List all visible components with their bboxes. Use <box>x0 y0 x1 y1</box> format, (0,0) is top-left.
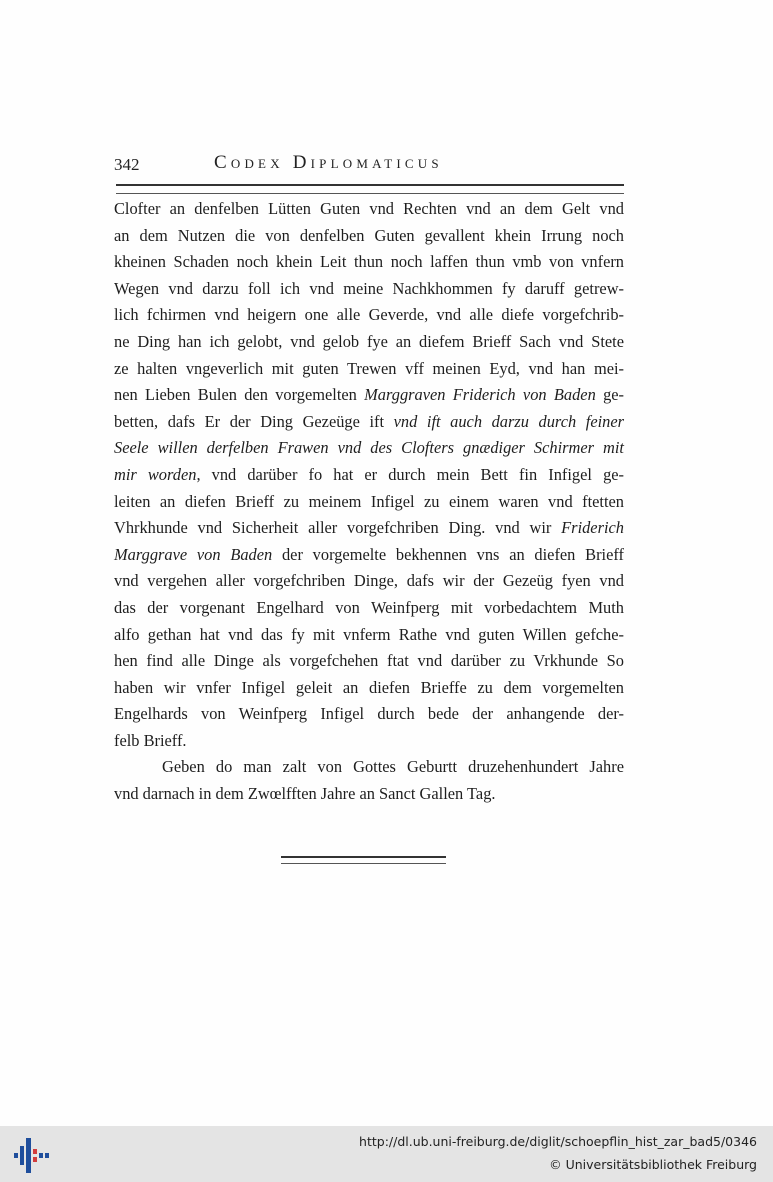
text-line: das der vorgenant Engelhard von Weinfperg mit vorbedachtem Muth <box>114 597 624 617</box>
text-line: betten, dafs Er der Ding Gezeüge ift vnd ift auch darzu durch feiner <box>114 411 624 431</box>
text-line: ne Ding han ich gelobt, vnd gelob fye an diefem Brieff Sach vnd Stete <box>114 331 624 351</box>
italic-name: Marggrave von Baden <box>114 544 273 564</box>
text-line: vnd darnach in dem Zwœlfften Jahre an Sanct Gallen Tag. <box>114 784 496 804</box>
text-line: haben wir vnfer Infigel geleit an diefen Brieffe zu dem vorgemelten <box>114 677 624 697</box>
copyright-notice: © Universitätsbibliothek Freiburg <box>549 1157 757 1172</box>
italic-text: vnd ift auch darzu durch feiner <box>393 411 624 431</box>
body-text <box>114 196 624 808</box>
closing-rule <box>281 856 446 864</box>
text-line: nen Lieben Bulen den vorgemelten Marggraven Friderich von Baden ge- <box>114 385 625 405</box>
text-line: leiten an diefen Brieff zu meinem Infigel zu einem waren vnd ftetten <box>114 491 624 511</box>
running-title: Codex Diplomaticus <box>214 152 443 173</box>
text-line: lich fchirmen vnd heigern one alle Geverde, vnd alle diefe vorgefchrib- <box>114 305 624 325</box>
text-line: Marggrave von Baden der vorgemelte bekhennen vns an diefen Brieff <box>114 544 624 564</box>
ub-freiburg-logo-icon[interactable] <box>12 1136 52 1176</box>
text-line: mir worden, vnd darüber fo hat er durch mein Bett fin Infigel ge- <box>114 464 624 484</box>
text-line: felb Brieff. <box>114 730 187 750</box>
text-line: ze halten vngeverlich mit guten Trewen vff meinen Eyd, vnd han mei- <box>114 358 624 378</box>
text-line: kheinen Schaden noch khein Leit thun noch laffen thun vmb von vnfern <box>114 252 624 272</box>
text-line <box>114 435 624 462</box>
header-rule <box>116 184 624 194</box>
text-line: an dem Nutzen die von denfelben Guten gevallent khein Irrung noch <box>114 225 624 245</box>
italic-name: Marggraven Friderich von Baden <box>364 385 596 405</box>
text-line: Clofter an denfelben Lütten Guten vnd Rechten vnd an dem Gelt vnd <box>114 199 624 218</box>
text-line: hen find alle Dinge als vorgefchehen ftat vnd darüber zu Vrkhunde So <box>114 651 624 671</box>
italic-name: Friderich <box>561 518 624 538</box>
page-number: 342 <box>114 155 140 174</box>
text-line: vnd vergehen aller vorgefchriben Dinge, dafs wir der Gezeüg fyen vnd <box>114 571 624 591</box>
italic-text: Seele willen derfelben Frawen vnd des Clofters gnædiger Schirmer mit <box>114 438 624 458</box>
text-line: Wegen vnd darzu foll ich vnd meine Nachkhommen fy daruff getrew- <box>114 278 624 298</box>
viewer-footer <box>0 1126 773 1182</box>
text-line: Geben do man zalt von Gottes Geburtt druzehenhundert Jahre <box>162 757 624 777</box>
italic-text: mir worden <box>114 464 197 484</box>
text-line: alfo gethan hat vnd das fy mit vnferm Rathe vnd guten Willen gefche- <box>114 624 624 644</box>
permalink-url[interactable]: http://dl.ub.uni-freiburg.de/diglit/schoepflin_hist_zar_bad5/0346 <box>359 1134 757 1149</box>
text-line: Engelhards von Weinfperg Infigel durch bede der anhangende der- <box>114 704 624 724</box>
text-line: Vhrkhunde vnd Sicherheit aller vorgefchriben Ding. vnd wir Friderich <box>114 518 624 538</box>
